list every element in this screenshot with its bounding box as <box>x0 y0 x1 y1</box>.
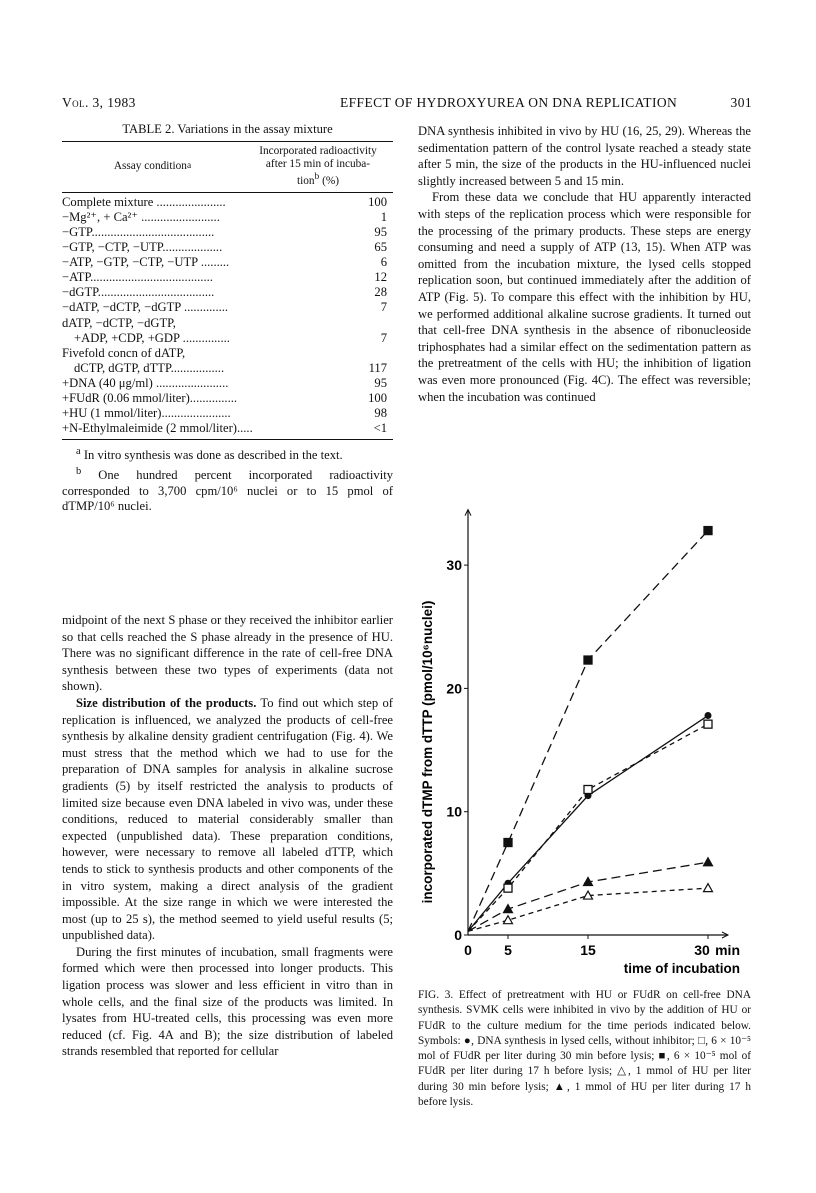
assay-condition: dATP, −dCTP, −dGTP, <box>62 315 176 330</box>
x-tick-label: 0 <box>464 942 472 958</box>
assay-condition: −GTP, −CTP, −UTP................... <box>62 240 223 255</box>
assay-condition: +HU (1 mmol/liter)...................... <box>62 406 231 421</box>
assay-condition: −ATP....................................... <box>62 270 213 285</box>
assay-condition: −dATP, −dCTP, −dGTP .............. <box>62 300 229 315</box>
table-row <box>62 316 393 331</box>
radioactivity-value: 95 <box>374 224 387 239</box>
series-line <box>468 724 708 931</box>
paragraph: During the first minutes of incubation, small fragments were formed which were then processed into longer products. This ligation process was slower and less efficient in vitro than in whole cells, and the final size of the products was limited. In lysates from HU-treated cells, this processing was even more reduced (cf. Fig. 4A and B); the size distribution of labeled strands resembled that reported for cellular <box>62 944 393 1059</box>
data-point-filled-square <box>504 839 512 847</box>
col-header-line: tion <box>296 174 315 187</box>
running-title: EFFECT OF HYDROXYUREA ON DNA REPLICATION <box>340 95 678 110</box>
radioactivity-value: 12 <box>374 270 387 285</box>
col-header-unit: (%) <box>319 174 340 187</box>
assay-condition: +ADP, +CDP, +GDP ............... <box>74 330 230 345</box>
table-row <box>62 421 393 436</box>
radioactivity-value: <1 <box>373 421 387 436</box>
radioactivity-value: 100 <box>368 390 387 405</box>
table-body <box>62 193 393 440</box>
paragraph <box>62 695 393 944</box>
y-axis-label: incorporated dTMP from dTTP (pmol/10⁶nuclei) <box>420 600 435 904</box>
assay-condition: +DNA (40 μg/ml) ....................... <box>62 375 229 390</box>
data-point-open-triangle <box>704 884 713 892</box>
radioactivity-value: 65 <box>374 240 387 255</box>
radioactivity-value: 7 <box>380 300 387 315</box>
data-point-open-triangle <box>504 916 513 924</box>
col-header-radioactivity <box>243 145 393 188</box>
y-tick-label: 20 <box>446 680 462 697</box>
radioactivity-value: 117 <box>368 360 387 375</box>
figure-caption: FIG. 3. Effect of pretreatment with HU or FUdR on cell-free DNA synthesis. SVMK cells were inhibited in vivo by the addition of HU or FUdR to the culture medium for the time periods indicated below. Symbols: ●, DNA synthesis in lysed cells, without inhibitor; □, 6 × 10⁻⁵ mol of FUdR per liter during 30 min before lysis; ■, 6 × 10⁻⁵ mol of FUdR per liter during 17 h before lysis; △, 1 mmol of HU per liter during 30 min before lysis; ▲, 1 mmol of HU per liter during 17 h before lysis. <box>418 989 751 1109</box>
y-tick-label: 0 <box>454 927 462 943</box>
assay-condition: +N-Ethylmaleimide (2 mmol/liter)..... <box>62 421 253 436</box>
y-tick-label: 30 <box>446 557 462 574</box>
data-point-open-square <box>584 786 592 794</box>
page-number: 301 <box>730 95 752 110</box>
data-point-filled-triangle <box>704 858 713 866</box>
footnote-a: In vitro synthesis was done as described in the text. <box>83 448 343 463</box>
assay-condition: −dGTP..................................... <box>62 285 215 300</box>
paragraph: midpoint of the next S phase or they received the inhibitor earlier so that cells reached the S phase already in the presence of HU. There was no significant difference in the rate of cell-free DNA synthesis between these two types of experiments (data not shown). <box>62 613 393 694</box>
assay-condition: Fivefold concn of dATP, <box>62 345 186 360</box>
paragraph: DNA synthesis inhibited in vivo by HU (16, 25, 29). Whereas the sedimentation pattern of the control lysate reached a steady state after 5 min, the size of the products in the HU-influenced nuclei slightly increased between 5 and 15 min. <box>418 124 751 188</box>
assay-condition: dCTP, dGTP, dTTP................. <box>74 360 225 375</box>
x-tick-label: 5 <box>504 942 512 958</box>
x-tick-label: 15 <box>580 942 596 958</box>
radioactivity-value: 6 <box>380 255 387 270</box>
table-row <box>62 210 393 225</box>
col-header-line: Incorporated radioactivity <box>259 145 377 157</box>
table-row <box>62 331 393 346</box>
table-row <box>62 195 393 210</box>
data-point-filled-circle <box>705 712 712 719</box>
table-row <box>62 240 393 255</box>
table-row <box>62 376 393 391</box>
x-tick-label: 30 <box>694 942 710 958</box>
table-row <box>62 255 393 270</box>
data-point-open-square <box>704 720 712 728</box>
data-point-filled-square <box>584 656 592 664</box>
assay-condition: +FUdR (0.06 mmol/liter)............... <box>62 390 238 405</box>
y-tick-label: 10 <box>446 803 462 820</box>
paragraph-text: To find out which step of replication is influenced, we analyzed the products of cell-free synthesis by alkaline density gradient centrifugation (Fig. 4). We must stress that the method which we had to use for the preparation of DNA samples for analysis in alkaline sucrose gradients (5) by itself restricted the analysis to products of limited size because even DNA labeled in vivo was, under these conditions, reduced to material considerably smaller than expected (unpublished data). These preparation conditions, however, were necessary to remove all labeled dTTP, which tends to stick to synthesis products and other components of the in vitro system, making a direct analysis of the gradient impossible. At the size range in which we were interested the most (up to 25 s), the method seemed to yield useful results (5; unpublished data). <box>62 695 393 943</box>
assay-condition: −Mg²⁺, + Ca²⁺ ......................... <box>62 209 220 224</box>
section-heading: Size distribution of the products. <box>76 695 257 710</box>
series-line <box>468 531 708 932</box>
data-point-open-square <box>504 884 512 892</box>
footnote-b: One hundred percent incorporated radioactivity corresponded to 3,700 cpm/10⁶ nuclei or to 15 pmol of dTMP/10⁶ nuclei. <box>62 468 393 514</box>
table-row <box>62 285 393 300</box>
footnote-mark: a <box>186 160 192 171</box>
col-header-line: after 15 min of incuba- <box>265 158 371 170</box>
radioactivity-value: 95 <box>374 375 387 390</box>
assay-condition: Complete mixture ...................... <box>62 194 226 209</box>
radioactivity-value: 98 <box>374 406 387 421</box>
table-row <box>62 346 393 361</box>
table-row <box>62 361 393 376</box>
table-row <box>62 391 393 406</box>
table-row <box>62 406 393 421</box>
radioactivity-value: 7 <box>380 330 387 345</box>
right-column <box>418 123 751 405</box>
assay-condition: −ATP, −GTP, −CTP, −UTP ......... <box>62 255 230 270</box>
data-point-filled-square <box>704 527 712 535</box>
table-caption: TABLE 2. Variations in the assay mixture <box>122 122 333 136</box>
table-row <box>62 225 393 240</box>
radioactivity-value: 100 <box>368 194 387 209</box>
paragraph: From these data we conclude that HU apparently interacted with steps of the replication process which were responsible for the processing of the primary products. These steps are energy consuming and need a supply of ATP (13, 15). When ATP was omitted from the incubation mixture, the lysed cells stopped replication soon, but continued immediately after the addition of ATP (Fig. 5). To compare this effect with the inhibition by HU, we performed additional alkaline sucrose gradients. It turned out that cell-free DNA synthesis in the absence of ribonucleoside triphosphates had a similar effect on the sedimentation pattern as the pretreatment of the cells with HU; the inhibition of ligation was even more pronounced (Fig. 4C). The effect was reversible; when the incubation was continued <box>418 190 751 404</box>
col-header-condition: Assay condition <box>113 159 187 172</box>
x-axis-unit: min <box>715 942 740 958</box>
figure-3-chart <box>410 480 755 985</box>
x-axis-label: time of incubation <box>623 961 740 976</box>
left-column <box>62 612 393 1060</box>
table-row <box>62 300 393 315</box>
table-header <box>62 142 393 192</box>
radioactivity-value: 1 <box>380 209 387 224</box>
volume-label: Vol. 3, 1983 <box>62 95 136 110</box>
table-row <box>62 270 393 285</box>
assay-condition: −GTP....................................... <box>62 224 215 239</box>
radioactivity-value: 28 <box>374 285 387 300</box>
footnote-mark: b <box>314 172 320 182</box>
table-2 <box>62 122 393 515</box>
table-footnotes: $^a$ In vitro synthesis was done as described in the text. $^b$ One hundred percent incorporated radioactivity corresponded to 3,700 cpm/10⁶ nuclei or to 15 pmol of dTMP/10⁶ nuclei. <box>62 446 393 514</box>
